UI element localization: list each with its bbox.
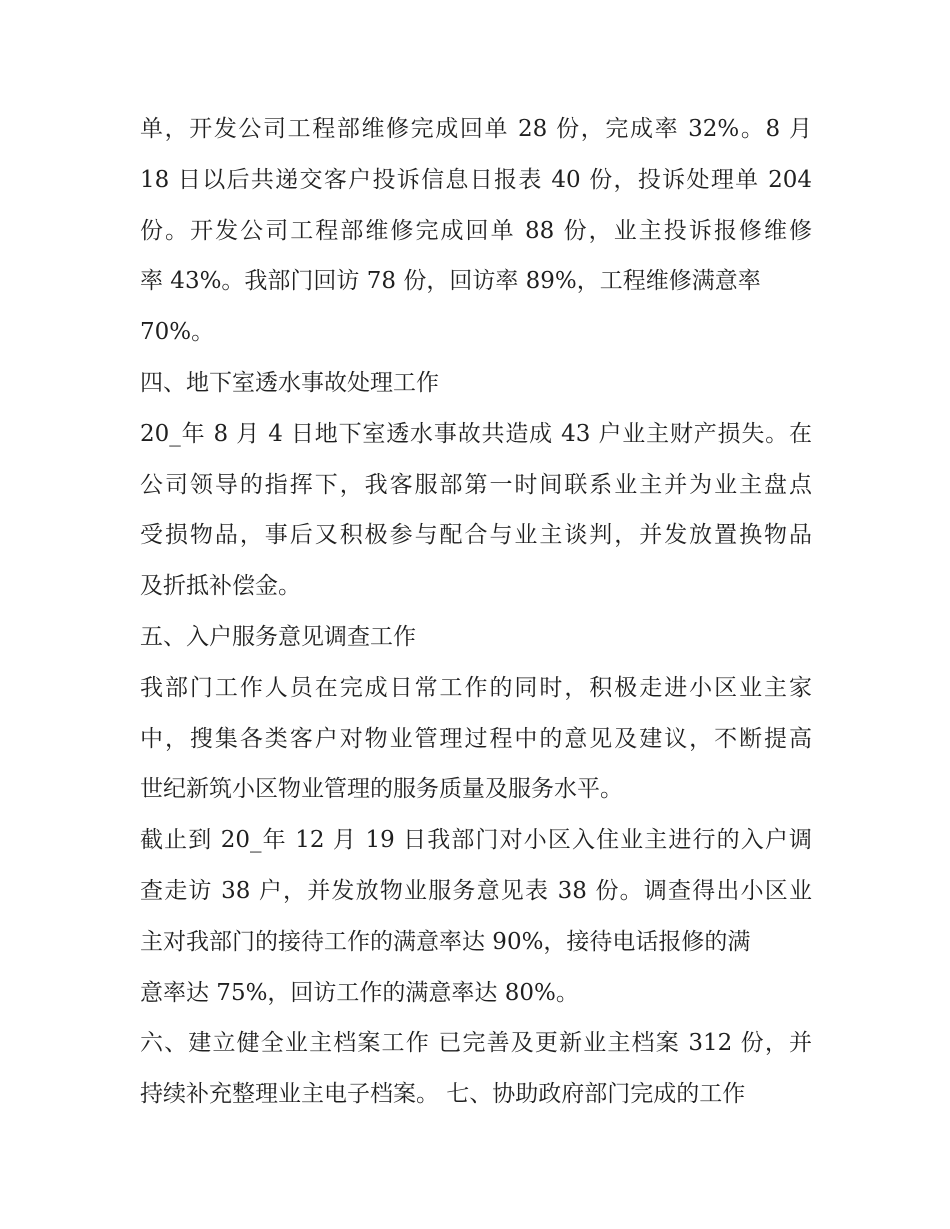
paragraph-line: 70%。 [140, 319, 215, 346]
paragraph-line: 及折抵补偿金。 [140, 573, 301, 600]
paragraph-line: 世纪新筑小区物业管理的服务质量及服务水平。 [140, 776, 623, 803]
paragraph-line: 持续补充整理业主电子档案。 七、协助政府部门完成的工作 [140, 1081, 746, 1108]
paragraph-line: 20_年 8 月 4 日地下室透水事故共造成 43 户业主财产损失。在 [140, 420, 812, 447]
paragraph-line: 我部门工作人员在完成日常工作的同时，积极走进小区业主家 [140, 674, 812, 701]
paragraph-line: 主对我部门的接待工作的满意率达 90%，接待电话报修的满 [140, 928, 751, 955]
document-body [140, 104, 812, 1120]
paragraph-line: 单，开发公司工程部维修完成回单 28 份，完成率 32%。8 月 [140, 116, 812, 142]
paragraph-line: 中，搜集各类客户对物业管理过程中的意见及建议，不断提高 [140, 725, 812, 752]
paragraph-line: 六、建立健全业主档案工作 已完善及更新业主档案 312 份，并 [140, 1030, 812, 1057]
paragraph-line: 意率达 75%，回访工作的满意率达 80%。 [140, 979, 579, 1006]
paragraph-line: 率 43%。我部门回访 78 份，回访率 89%，工程维修满意率 [140, 268, 761, 295]
paragraph-line: 查走访 38 户，并发放物业服务意见表 38 份。调查得出小区业 [140, 877, 812, 904]
paragraph-line: 份。开发公司工程部维修完成回单 88 份，业主投诉报修维修 [140, 217, 812, 244]
section-heading: 四、地下室透水事故处理工作 [140, 369, 439, 396]
section-heading: 五、入户服务意见调查工作 [140, 623, 416, 650]
paragraph-line: 截止到 20_年 12 月 19 日我部门对小区入住业主进行的入户调 [140, 827, 812, 854]
paragraph-line: 公司领导的指挥下，我客服部第一时间联系业主并为业主盘点 [140, 471, 812, 498]
paragraph-line: 18 日以后共递交客户投诉信息日报表 40 份，投诉处理单 204 [140, 166, 812, 193]
paragraph-line: 受损物品，事后又积极参与配合与业主谈判，并发放置换物品 [140, 522, 812, 549]
